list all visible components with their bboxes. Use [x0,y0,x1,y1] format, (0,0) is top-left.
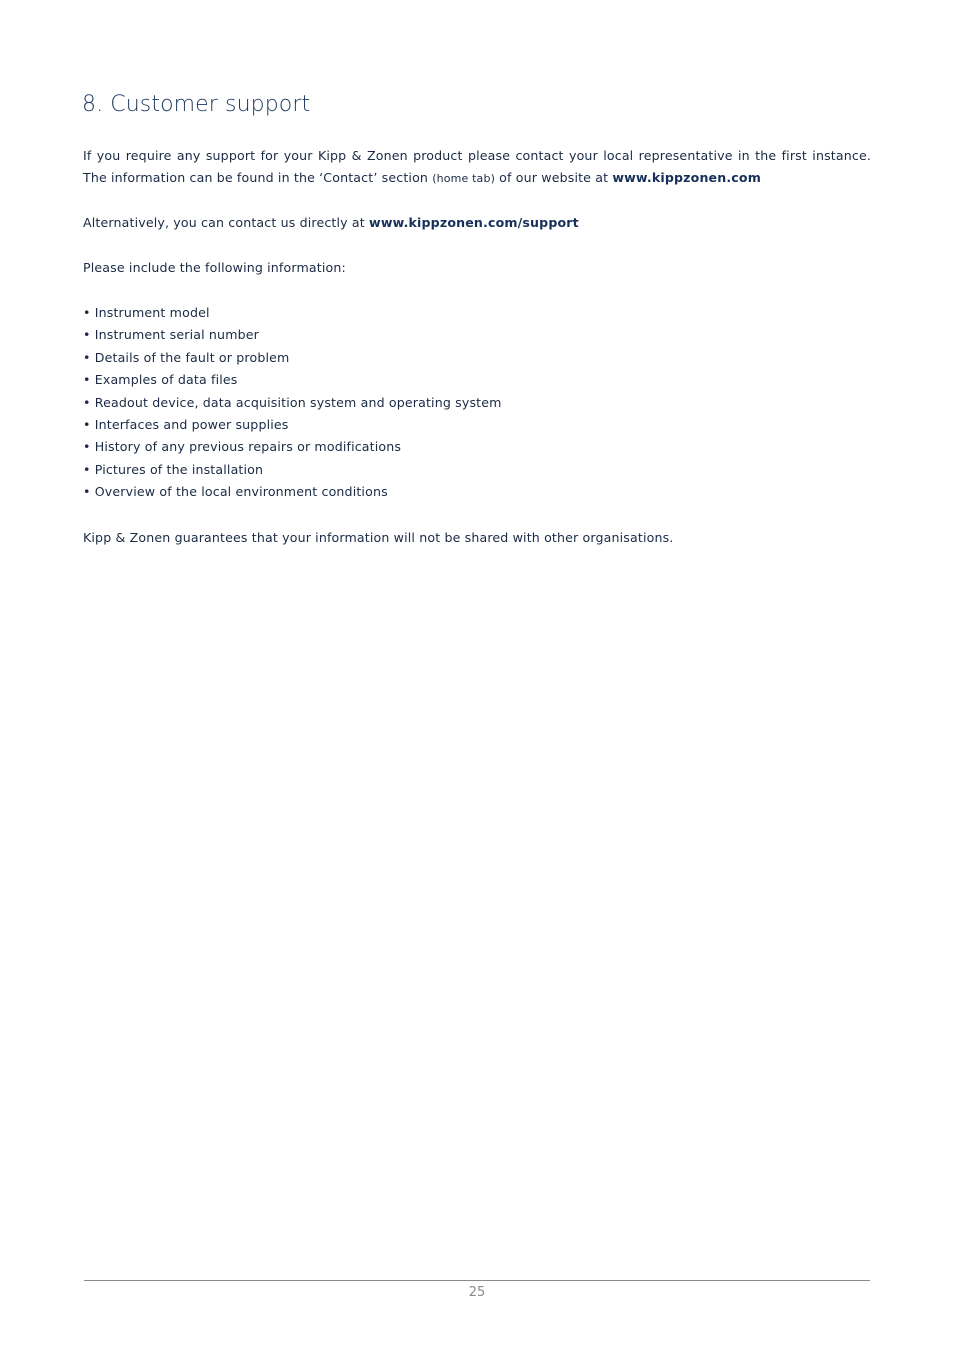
list-item: • Overview of the local environment conditions [83,484,388,500]
list-item: • Examples of data files [83,372,238,388]
list-item: • Instrument model [83,305,210,320]
home-tab-note: (home tab) [432,172,496,186]
list-item: • Interfaces and power supplies [83,417,289,433]
footer-divider [84,1280,870,1281]
page-number: 25 [468,1285,486,1300]
direct-contact-text: Alternatively, you can contact us directly at [83,215,370,230]
include-info-paragraph: Please include the following information: [83,260,346,275]
intro-paragraph [83,145,871,191]
list-item: • Pictures of the installation [83,461,264,477]
section-title: 8. Customer support [82,92,311,117]
privacy-paragraph: Kipp & Zonen guarantees that your information will not be shared with other organisations. [83,530,674,545]
list-item: • Instrument serial number [83,327,259,343]
list-item: • Details of the fault or problem [83,349,290,365]
direct-contact-paragraph [83,212,871,234]
intro-text: If you require any support for your Kipp & Zonen product please contact your local representative in the first instance. The information can be found in the ‘Contact’ section [83,148,871,186]
list-item: • History of any previous repairs or modifications [83,439,402,455]
support-link[interactable]: www.kippzonen.com/support [369,215,579,230]
list-item: • Readout device, data acquisition system and operating system [83,394,502,410]
info-list [83,302,871,504]
website-link[interactable]: www.kippzonen.com [612,170,761,186]
intro-text-continued: of our website at [495,170,613,186]
